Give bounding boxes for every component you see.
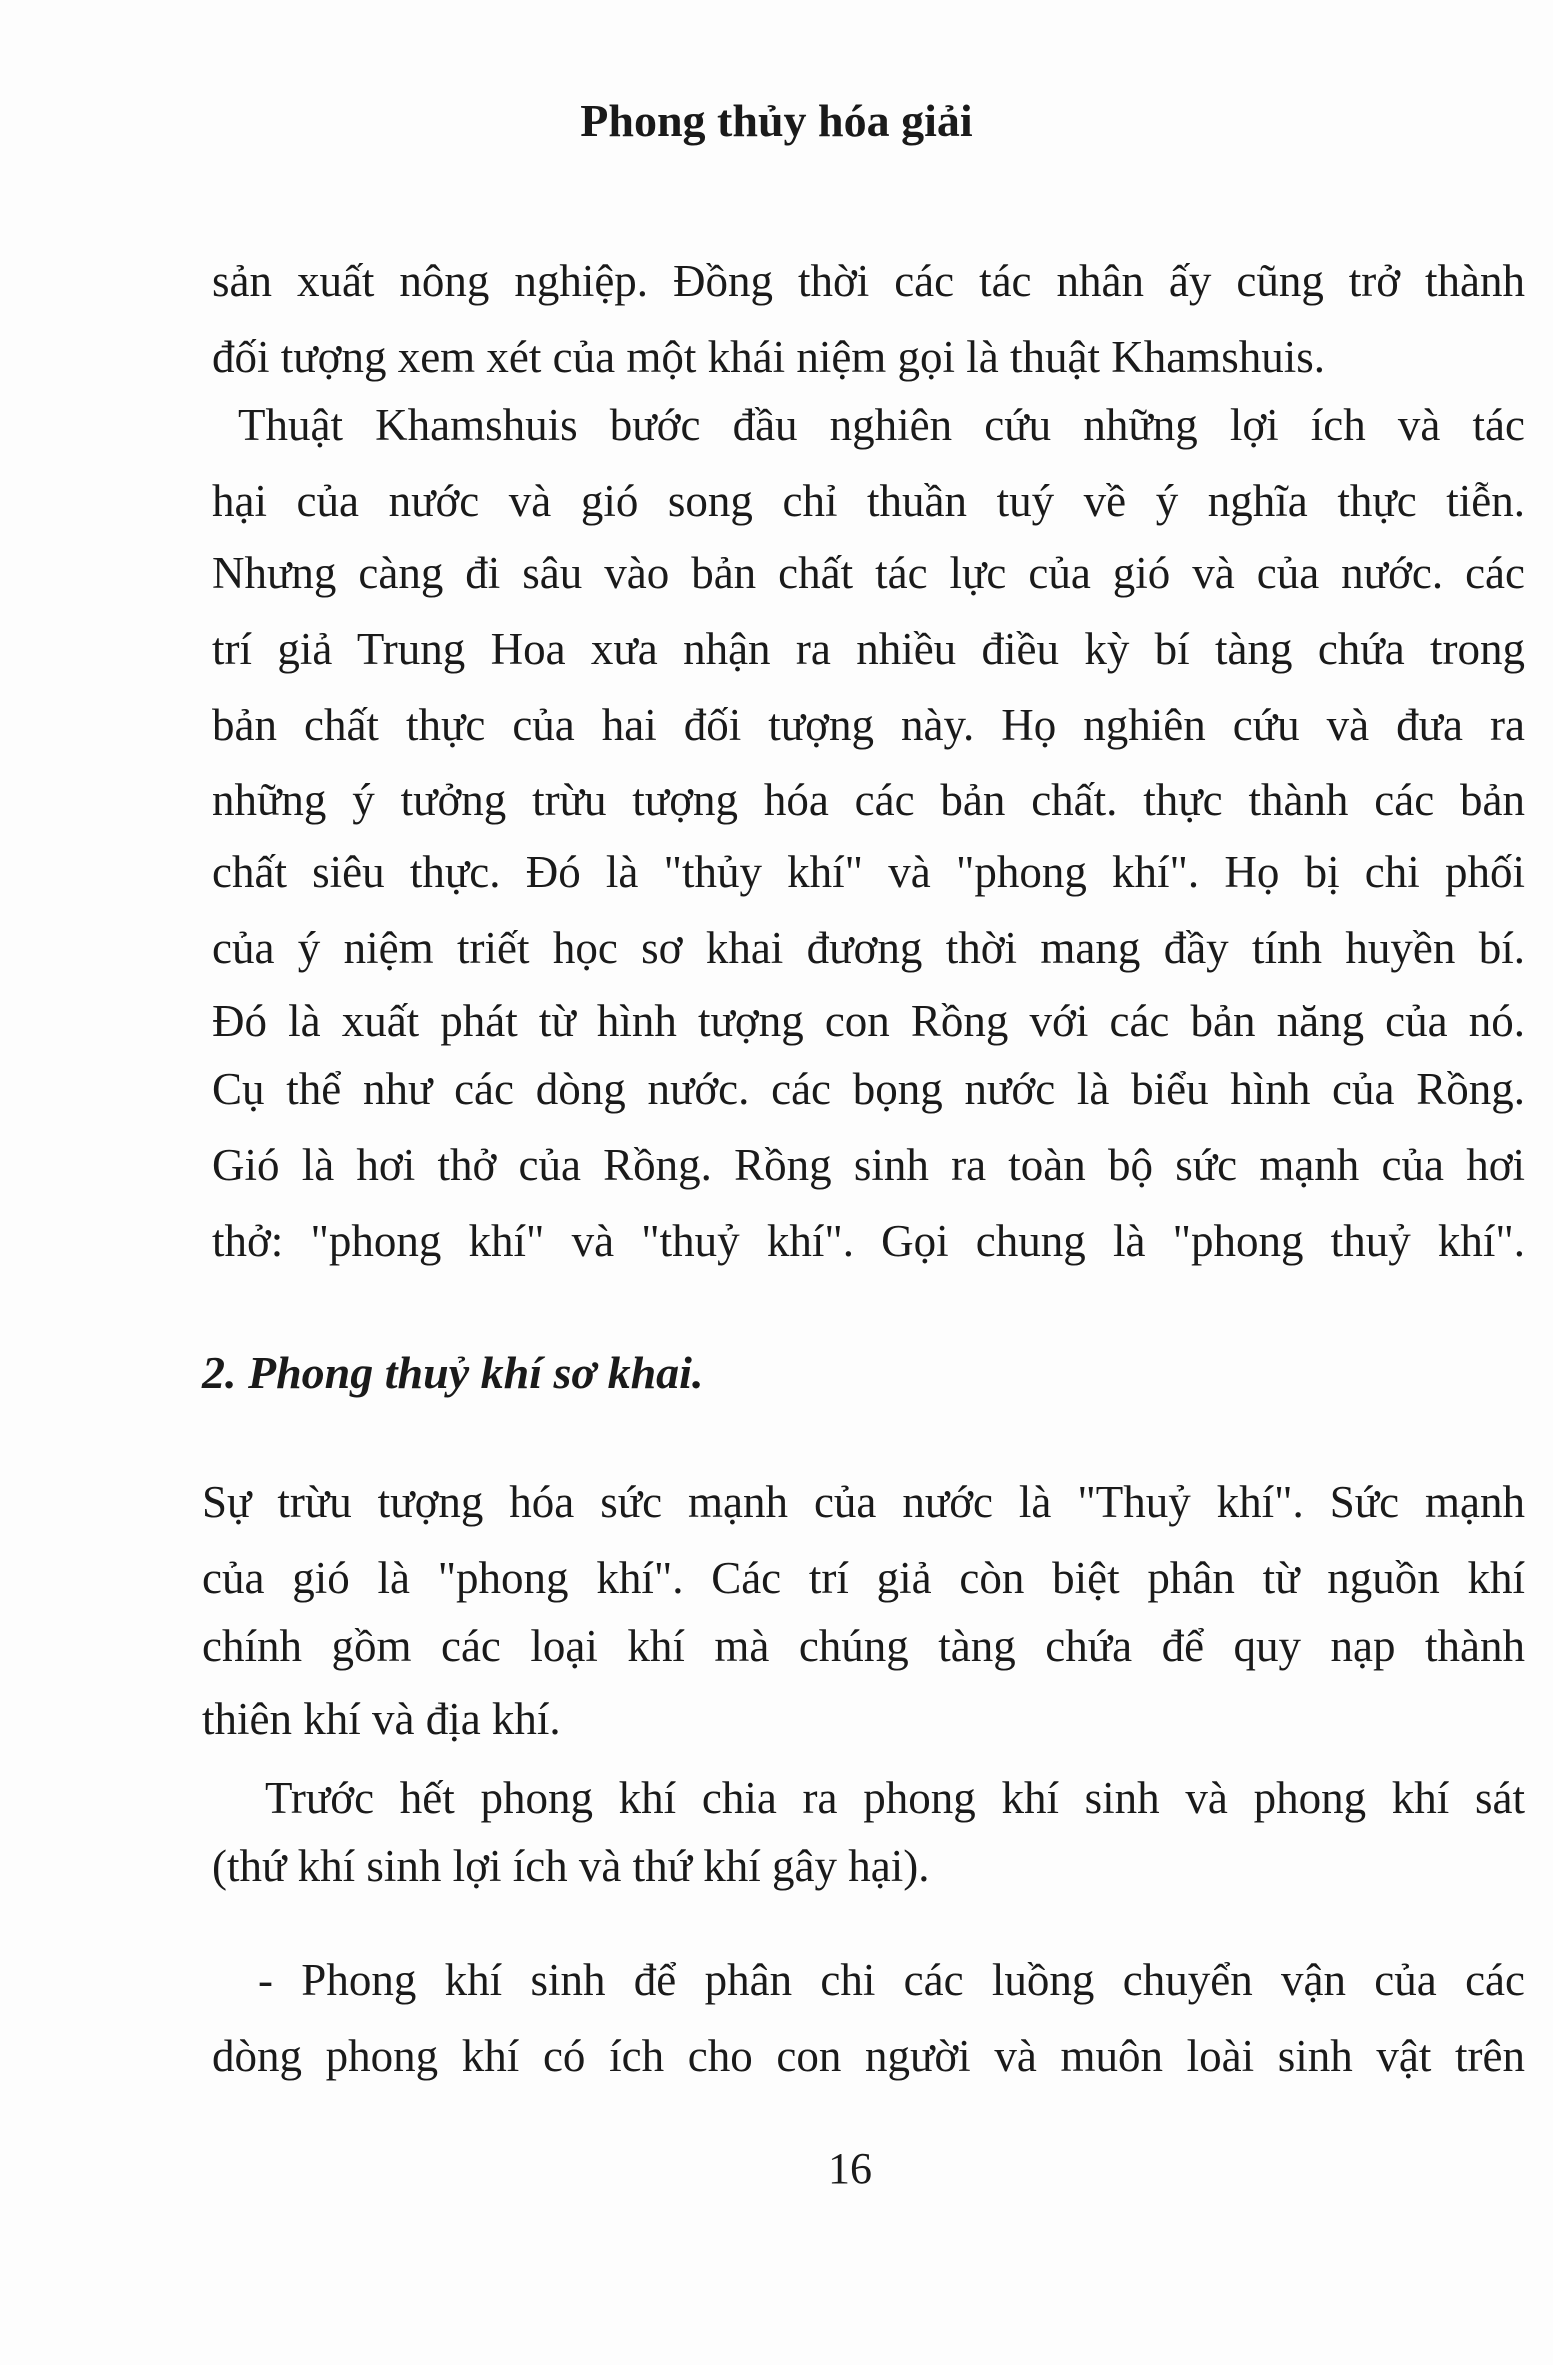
text-line: sản xuất nông nghiệp. Đồng thời các tác nhân ấy cũng trở thành	[212, 256, 1525, 306]
text-line: Đó là xuất phát từ hình tượng con Rồng với các bản năng của nó.	[212, 996, 1525, 1046]
text-line: thở: "phong khí" và "thuỷ khí". Gọi chung là "phong thuỷ khí".	[212, 1216, 1525, 1266]
text-line: Nhưng càng đi sâu vào bản chất tác lực của gió và của nước. các	[212, 548, 1525, 598]
text-line: dòng phong khí có ích cho con người và muôn loài sinh vật trên	[212, 2031, 1525, 2081]
text-line: bản chất thực của hai đối tượng này. Họ nghiên cứu và đưa ra	[212, 700, 1525, 750]
text-line: những ý tưởng trừu tượng hóa các bản chất. thực thành các bản	[212, 775, 1525, 825]
text-line: Gió là hơi thở của Rồng. Rồng sinh ra toàn bộ sức mạnh của hơi	[212, 1140, 1525, 1190]
text-line: thiên khí và địa khí.	[202, 1694, 561, 1744]
text-line: Sự trừu tượng hóa sức mạnh của nước là "Thuỷ khí". Sức mạnh	[202, 1477, 1525, 1527]
text-line: đối tượng xem xét của một khái niệm gọi là thuật Khamshuis.	[212, 332, 1326, 382]
text-line: của ý niệm triết học sơ khai đương thời mang đầy tính huyền bí.	[212, 923, 1525, 973]
text-line: Thuật Khamshuis bước đầu nghiên cứu những lợi ích và tác	[238, 400, 1525, 450]
text-line: Trước hết phong khí chia ra phong khí sinh và phong khí sát	[265, 1773, 1525, 1823]
section-heading: 2. Phong thuỷ khí sơ khai.	[202, 1347, 704, 1398]
text-line: chất siêu thực. Đó là "thủy khí" và "phong khí". Họ bị chi phối	[212, 847, 1525, 897]
text-line: (thứ khí sinh lợi ích và thứ khí gây hại).	[212, 1841, 930, 1891]
text-line: hại của nước và gió song chỉ thuần tuý về ý nghĩa thực tiễn.	[212, 476, 1525, 526]
page-number: 16	[828, 2144, 872, 2193]
text-line: của gió là "phong khí". Các trí giả còn biệt phân từ nguồn khí	[202, 1553, 1525, 1603]
text-line: - Phong khí sinh để phân chi các luồng chuyển vận của các	[258, 1955, 1525, 2005]
text-line: Cụ thể như các dòng nước. các bọng nước là biểu hình của Rồng.	[212, 1064, 1525, 1114]
text-line: trí giả Trung Hoa xưa nhận ra nhiều điều kỳ bí tàng chứa trong	[212, 624, 1525, 674]
running-header: Phong thủy hóa giải	[580, 95, 973, 146]
text-line: chính gồm các loại khí mà chúng tàng chứa để quy nạp thành	[202, 1621, 1525, 1671]
